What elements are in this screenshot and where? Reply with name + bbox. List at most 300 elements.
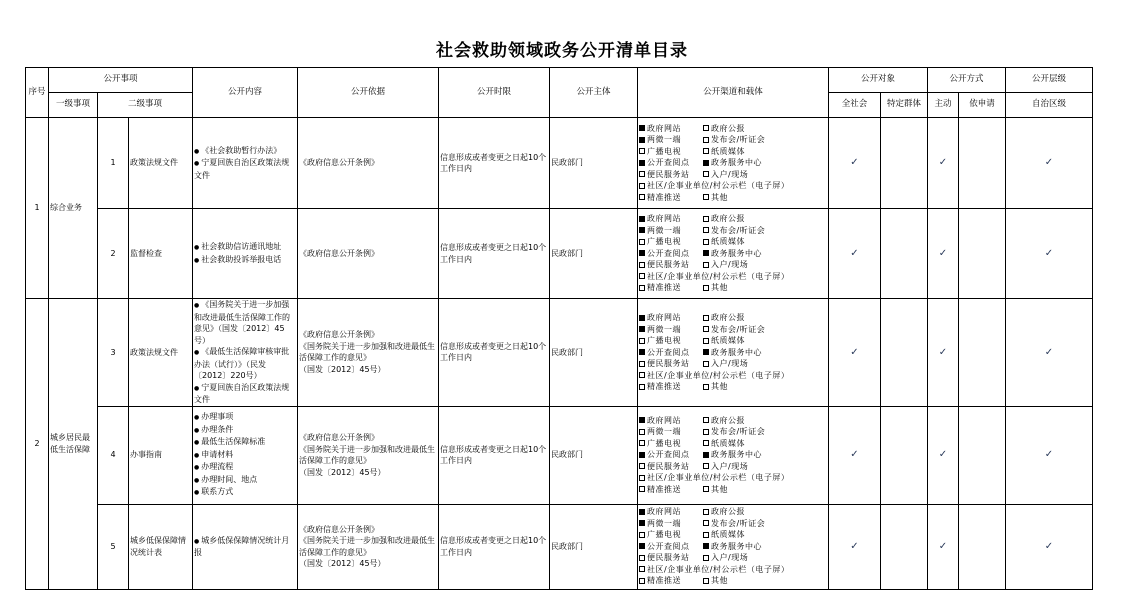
channel-line	[639, 347, 827, 359]
channel-option[interactable]	[639, 529, 703, 541]
unchecked-box-icon	[703, 194, 709, 200]
item-subject: 民政部门	[550, 299, 638, 407]
item-level2: 政策法规文件	[129, 299, 193, 407]
channel-option[interactable]	[703, 335, 745, 347]
basis-line: 《国务院关于进一步加强和改进最低生活保障工作的意见》	[299, 536, 435, 557]
item-basis	[298, 406, 439, 504]
table-row	[26, 504, 1093, 589]
channel-label: 发布会/听证会	[711, 324, 766, 334]
unchecked-box-icon	[639, 429, 645, 435]
channel-option[interactable]	[703, 575, 728, 587]
item-content	[193, 504, 298, 589]
mode-active-check-icon: ✓	[928, 504, 959, 589]
table-row	[26, 118, 1093, 209]
table-row	[26, 209, 1093, 299]
checked-box-icon	[639, 137, 645, 143]
header-row-1	[26, 68, 1093, 93]
checked-box-icon	[703, 160, 709, 166]
checked-box-icon	[639, 543, 645, 549]
checked-box-icon	[639, 326, 645, 332]
content-line: ● 《社会救助暂行办法》	[194, 145, 296, 158]
channel-line	[639, 312, 827, 324]
channel-option[interactable]	[639, 236, 703, 248]
unchecked-box-icon	[703, 216, 709, 222]
basis-line: 《政府信息公开条例》	[299, 158, 379, 168]
item-time-limit: 信息形成或者变更之日起10个工作日内	[439, 299, 550, 407]
content-line: ● 联系方式	[194, 486, 296, 499]
channel-option[interactable]	[703, 415, 745, 427]
channel-line	[639, 484, 827, 496]
audience-specific-cell	[881, 209, 928, 299]
channel-option[interactable]	[639, 312, 703, 324]
basis-line: 《政府信息公开条例》	[299, 330, 379, 340]
channel-option[interactable]	[639, 358, 703, 370]
mode-active-check-icon: ✓	[928, 209, 959, 299]
unchecked-box-icon	[639, 555, 645, 561]
header-mode-request: 依申请	[959, 93, 1006, 118]
channel-line	[639, 358, 827, 370]
channel-line	[639, 335, 827, 347]
unchecked-box-icon	[703, 148, 709, 154]
header-time-limit: 公开时限	[439, 68, 550, 118]
channel-option[interactable]	[703, 484, 728, 496]
channel-label: 政府公报	[711, 214, 745, 224]
item-no: 3	[98, 299, 129, 407]
channel-option[interactable]	[703, 123, 745, 135]
level-region-check-icon: ✓	[1006, 118, 1093, 209]
channel-option[interactable]	[639, 370, 789, 382]
channel-label: 纸质媒体	[711, 336, 745, 345]
channel-label: 便民服务站	[647, 553, 690, 563]
channel-line	[639, 426, 827, 438]
channel-option[interactable]	[639, 146, 703, 158]
mode-request-cell	[959, 299, 1006, 407]
channel-option[interactable]	[639, 541, 703, 553]
channel-option[interactable]	[703, 438, 745, 450]
unchecked-box-icon	[703, 171, 709, 177]
channel-label: 广播电视	[647, 438, 681, 448]
channel-option[interactable]	[639, 552, 703, 564]
channel-label: 政府公报	[711, 313, 745, 322]
channel-label: 便民服务站	[647, 461, 690, 471]
audience-specific-cell	[881, 504, 928, 589]
unchecked-box-icon	[703, 509, 709, 515]
channel-label: 纸质媒体	[711, 237, 745, 247]
channel-label: 两微一端	[647, 225, 681, 235]
item-content	[193, 118, 298, 209]
checked-box-icon	[639, 520, 645, 526]
mode-request-cell	[959, 209, 1006, 299]
channel-label: 社区/企事业单位/村公示栏（电子屏）	[647, 181, 790, 191]
channel-label: 两微一端	[647, 518, 681, 528]
channel-label: 政府网站	[647, 123, 681, 133]
channel-option[interactable]	[639, 347, 703, 359]
unchecked-box-icon	[639, 183, 645, 189]
channel-option[interactable]	[639, 472, 789, 484]
channel-line	[639, 529, 827, 541]
channel-option[interactable]	[639, 461, 703, 473]
channel-line	[639, 169, 827, 181]
page-title: 社会救助领域政务公开清单目录	[436, 41, 688, 61]
channel-option[interactable]	[639, 192, 703, 204]
item-content	[193, 406, 298, 504]
item-subject: 民政部门	[550, 406, 638, 504]
channel-option[interactable]	[639, 259, 703, 271]
channel-option[interactable]	[703, 358, 748, 370]
channel-line	[639, 134, 827, 146]
item-no: 2	[98, 209, 129, 299]
channel-line	[639, 575, 827, 587]
channel-label: 发布会/听证会	[711, 518, 766, 528]
mode-request-cell	[959, 504, 1006, 589]
unchecked-box-icon	[703, 338, 709, 344]
item-level2: 城乡低保保障情况统计表	[129, 504, 193, 589]
basis-line: 《国务院关于进一步加强和改进最低生活保障工作的意见》	[299, 444, 435, 465]
channel-line	[639, 518, 827, 530]
item-channels	[638, 209, 829, 299]
channel-option[interactable]	[703, 552, 748, 564]
channel-line	[639, 506, 827, 518]
item-basis	[298, 299, 439, 407]
channel-option[interactable]	[703, 518, 765, 530]
channel-option[interactable]	[639, 415, 703, 427]
mode-active-check-icon: ✓	[928, 406, 959, 504]
unchecked-box-icon	[703, 384, 709, 390]
unchecked-box-icon	[639, 384, 645, 390]
channel-option[interactable]	[639, 438, 703, 450]
channel-label: 纸质媒体	[711, 530, 745, 540]
channel-label: 政务服务中心	[711, 541, 762, 551]
channel-option[interactable]	[703, 282, 728, 294]
checked-box-icon	[639, 349, 645, 355]
channel-line	[639, 415, 827, 427]
channel-label: 两微一端	[647, 427, 681, 437]
channel-option[interactable]	[639, 381, 703, 393]
channel-line	[639, 461, 827, 473]
group-seq: 2	[26, 299, 49, 590]
item-channels	[638, 299, 829, 407]
channel-label: 两微一端	[647, 324, 681, 334]
unchecked-box-icon	[703, 520, 709, 526]
unchecked-box-icon	[639, 148, 645, 154]
channel-label: 社区/企事业单位/村公示栏（电子屏）	[647, 564, 790, 574]
header-channels: 公开渠道和载体	[638, 68, 829, 118]
unchecked-box-icon	[639, 532, 645, 538]
checked-box-icon	[639, 315, 645, 321]
channel-option[interactable]	[703, 324, 765, 336]
channel-option[interactable]	[703, 169, 748, 181]
basis-line: （国发〔2012〕45号）	[299, 559, 386, 568]
disclosure-table	[25, 67, 1093, 590]
channel-label: 政务服务中心	[711, 450, 762, 460]
channel-line	[639, 472, 827, 484]
channel-label: 其他	[711, 576, 728, 586]
channel-label: 广播电视	[647, 146, 681, 156]
channel-label: 精准推送	[647, 283, 681, 293]
item-no: 5	[98, 504, 129, 589]
unchecked-box-icon	[703, 429, 709, 435]
channel-label: 入户/现场	[711, 461, 749, 471]
channel-label: 政府网站	[647, 313, 681, 322]
channel-label: 其他	[711, 192, 728, 202]
header-audience-specific: 特定群体	[881, 93, 928, 118]
channel-option[interactable]	[703, 213, 745, 225]
channel-label: 入户/现场	[711, 169, 749, 179]
mode-request-cell	[959, 118, 1006, 209]
group-level1: 综合业务	[49, 118, 98, 299]
channel-option[interactable]	[703, 259, 748, 271]
channel-label: 社区/企事业单位/村公示栏（电子屏）	[647, 473, 790, 483]
item-subject: 民政部门	[550, 504, 638, 589]
channel-label: 入户/现场	[711, 553, 749, 563]
channel-option[interactable]	[639, 157, 703, 169]
unchecked-box-icon	[639, 194, 645, 200]
unchecked-box-icon	[639, 463, 645, 469]
unchecked-box-icon	[703, 262, 709, 268]
channel-label: 精准推送	[647, 192, 681, 202]
channel-label: 两微一端	[647, 135, 681, 145]
channel-option[interactable]	[639, 506, 703, 518]
channel-line	[639, 225, 827, 237]
channel-option[interactable]	[639, 180, 789, 192]
channel-label: 政务服务中心	[711, 248, 762, 258]
basis-line: （国发〔2012〕45号）	[299, 467, 386, 477]
channel-line	[639, 324, 827, 336]
channel-option[interactable]	[639, 564, 789, 576]
checked-box-icon	[639, 250, 645, 256]
unchecked-box-icon	[703, 440, 709, 446]
item-no: 4	[98, 406, 129, 504]
content-line: ● 宁夏回族自治区政策法规文件	[194, 157, 296, 181]
mode-active-check-icon: ✓	[928, 118, 959, 209]
channel-label: 其他	[711, 283, 728, 293]
channel-label: 公开查阅点	[647, 158, 690, 168]
channel-option[interactable]	[639, 225, 703, 237]
content-line: ● 社会救助投诉举报电话	[194, 254, 296, 267]
header-seq: 序号	[26, 68, 49, 118]
channel-line	[639, 552, 827, 564]
channel-label: 精准推送	[647, 382, 681, 391]
unchecked-box-icon	[639, 578, 645, 584]
unchecked-box-icon	[639, 486, 645, 492]
item-no: 1	[98, 118, 129, 209]
audience-specific-cell	[881, 406, 928, 504]
channel-option[interactable]	[703, 192, 728, 204]
channel-label: 纸质媒体	[711, 438, 745, 448]
channel-label: 其他	[711, 484, 728, 494]
audience-specific-cell	[881, 118, 928, 209]
channel-option[interactable]	[703, 449, 762, 461]
header-level1: 一级事项	[49, 93, 98, 118]
content-line: ● 办理时间、地点	[194, 474, 296, 487]
unchecked-box-icon	[639, 566, 645, 572]
item-content	[193, 299, 298, 407]
channel-label: 公开查阅点	[647, 347, 690, 357]
item-basis	[298, 209, 439, 299]
table-row	[26, 299, 1093, 407]
channel-line	[639, 381, 827, 393]
channel-label: 政府网站	[647, 507, 681, 517]
header-level-group: 公开层级	[1006, 68, 1093, 93]
channel-line	[639, 192, 827, 204]
unchecked-box-icon	[703, 137, 709, 143]
content-line: ● 《最低生活保障审核审批办法（试行）》（民发〔2012〕220号）	[194, 346, 296, 382]
checked-box-icon	[639, 417, 645, 423]
unchecked-box-icon	[703, 326, 709, 332]
channel-option[interactable]	[639, 213, 703, 225]
channel-line	[639, 157, 827, 169]
content-line: ● 宁夏回族自治区政策法规文件	[194, 382, 296, 406]
content-line: ● 最低生活保障标准	[194, 436, 296, 449]
checked-box-icon	[639, 227, 645, 233]
channel-option[interactable]	[639, 484, 703, 496]
channel-label: 公开查阅点	[647, 541, 690, 551]
channel-option[interactable]	[703, 381, 728, 393]
unchecked-box-icon	[639, 273, 645, 279]
checked-box-icon	[703, 349, 709, 355]
checked-box-icon	[639, 509, 645, 515]
unchecked-box-icon	[703, 239, 709, 245]
channel-option[interactable]	[703, 248, 762, 260]
item-time-limit: 信息形成或者变更之日起10个工作日内	[439, 406, 550, 504]
checked-box-icon	[639, 452, 645, 458]
unchecked-box-icon	[703, 361, 709, 367]
channel-option[interactable]	[639, 324, 703, 336]
channel-label: 公开查阅点	[647, 450, 690, 460]
item-content	[193, 209, 298, 299]
unchecked-box-icon	[703, 227, 709, 233]
channel-option[interactable]	[639, 134, 703, 146]
group-level1: 城乡居民最低生活保障	[49, 299, 98, 590]
channel-label: 政府网站	[647, 415, 681, 425]
level-region-check-icon: ✓	[1006, 299, 1093, 407]
header-items-group: 公开事项	[49, 68, 193, 93]
content-line: ● 《国务院关于进一步加强和改进最低生活保障工作的意见》（国发〔2012〕45号）	[194, 299, 296, 346]
header-level-region: 自治区级	[1006, 93, 1093, 118]
checked-box-icon	[703, 250, 709, 256]
channel-option[interactable]	[703, 225, 765, 237]
checked-box-icon	[639, 216, 645, 222]
header-audience-group: 公开对象	[829, 68, 928, 93]
channel-option[interactable]	[639, 169, 703, 181]
channel-option[interactable]	[639, 449, 703, 461]
header-level2: 二级事项	[98, 93, 193, 118]
channel-option[interactable]	[639, 248, 703, 260]
channel-option[interactable]	[703, 461, 748, 473]
channel-label: 入户/现场	[711, 260, 749, 270]
channel-label: 入户/现场	[711, 359, 749, 368]
channel-option[interactable]	[703, 312, 745, 324]
channel-line	[639, 123, 827, 135]
channel-option[interactable]	[639, 575, 703, 587]
channel-option[interactable]	[703, 146, 745, 158]
channel-option[interactable]	[703, 529, 745, 541]
channel-label: 政府公报	[711, 415, 745, 425]
item-channels	[638, 118, 829, 209]
channel-label: 便民服务站	[647, 169, 690, 179]
basis-line: 《国务院关于进一步加强和改进最低生活保障工作的意见》	[299, 341, 435, 363]
header-audience-all: 全社会	[829, 93, 881, 118]
channel-option[interactable]	[703, 134, 765, 146]
audience-all-check-icon: ✓	[829, 299, 881, 407]
unchecked-box-icon	[703, 125, 709, 131]
channel-option[interactable]	[639, 271, 789, 283]
channel-option[interactable]	[703, 236, 745, 248]
unchecked-box-icon	[639, 361, 645, 367]
unchecked-box-icon	[703, 486, 709, 492]
item-subject: 民政部门	[550, 118, 638, 209]
channel-option[interactable]	[639, 426, 703, 438]
channel-label: 纸质媒体	[711, 146, 745, 156]
audience-all-check-icon: ✓	[829, 118, 881, 209]
channel-label: 政府公报	[711, 123, 745, 133]
unchecked-box-icon	[703, 285, 709, 291]
channel-label: 发布会/听证会	[711, 427, 766, 437]
audience-all-check-icon: ✓	[829, 406, 881, 504]
item-time-limit: 信息形成或者变更之日起10个工作日内	[439, 209, 550, 299]
item-subject: 民政部门	[550, 209, 638, 299]
unchecked-box-icon	[639, 338, 645, 344]
level-region-check-icon: ✓	[1006, 406, 1093, 504]
channel-line	[639, 449, 827, 461]
checked-box-icon	[703, 452, 709, 458]
unchecked-box-icon	[639, 475, 645, 481]
channel-option[interactable]	[639, 282, 703, 294]
channel-label: 精准推送	[647, 484, 681, 494]
header-mode-active: 主动	[928, 93, 959, 118]
item-channels	[638, 406, 829, 504]
unchecked-box-icon	[703, 578, 709, 584]
group-seq: 1	[26, 118, 49, 299]
channel-option[interactable]	[703, 157, 762, 169]
checked-box-icon	[639, 160, 645, 166]
channel-option[interactable]	[703, 506, 745, 518]
channel-option[interactable]	[703, 426, 765, 438]
basis-line: 《政府信息公开条例》	[299, 248, 379, 258]
unchecked-box-icon	[639, 372, 645, 378]
unchecked-box-icon	[639, 239, 645, 245]
unchecked-box-icon	[703, 532, 709, 538]
channel-label: 广播电视	[647, 336, 681, 345]
content-line: ● 社会救助信访通讯地址	[194, 241, 296, 254]
channel-label: 发布会/听证会	[711, 225, 766, 235]
item-level2: 政策法规文件	[129, 118, 193, 209]
channel-line	[639, 259, 827, 271]
level-region-check-icon: ✓	[1006, 504, 1093, 589]
channel-label: 便民服务站	[647, 260, 690, 270]
content-line: ● 办理事项	[194, 411, 296, 424]
channel-line	[639, 282, 827, 294]
header-basis: 公开依据	[298, 68, 439, 118]
content-line: ● 申请材料	[194, 449, 296, 462]
channel-option[interactable]	[639, 335, 703, 347]
channel-option[interactable]	[639, 518, 703, 530]
channel-option[interactable]	[703, 541, 762, 553]
channel-option[interactable]	[703, 347, 762, 359]
checked-box-icon	[703, 543, 709, 549]
unchecked-box-icon	[639, 262, 645, 268]
header-content: 公开内容	[193, 68, 298, 118]
channel-label: 社区/企事业单位/村公示栏（电子屏）	[647, 271, 790, 281]
content-line: ● 办理条件	[194, 424, 296, 437]
basis-line: （国发〔2012〕45号）	[299, 364, 386, 374]
mode-request-cell	[959, 406, 1006, 504]
channel-line	[639, 213, 827, 225]
audience-specific-cell	[881, 299, 928, 407]
channel-option[interactable]	[639, 123, 703, 135]
channel-label: 政府网站	[647, 214, 681, 224]
channel-label: 政务服务中心	[711, 158, 762, 168]
